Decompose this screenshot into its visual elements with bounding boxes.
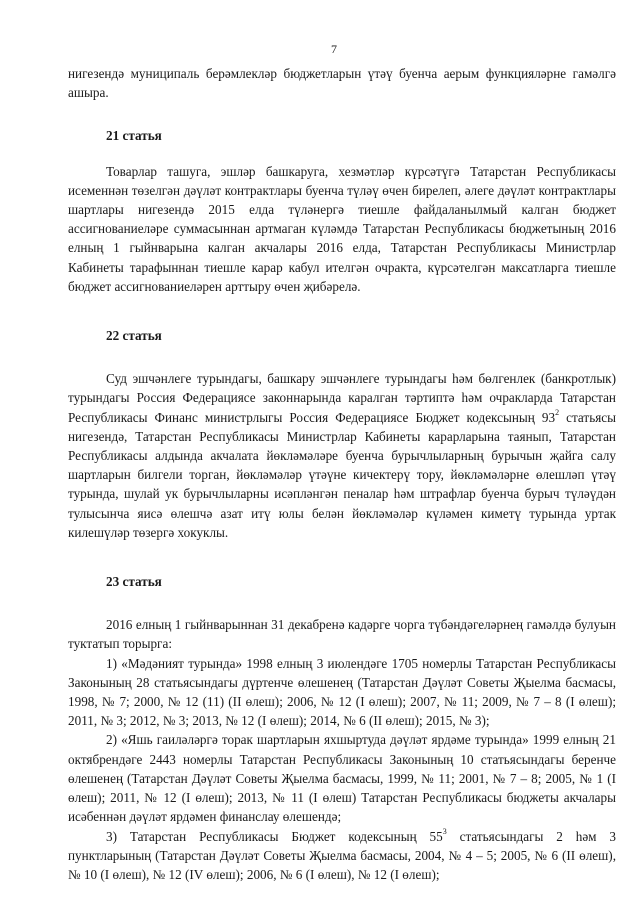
article-23-item-1: 1) «Мәдәният турында» 1998 елның 3 июлендәге 1705 номерлы Татарстан Республикасы Законының 28 статьясындагы дүртенче өлешенең (Татарстан Дәүләт Советы Җыелма басмасы, 1998, № 7; 2000, № 12 (11) (II өлеш); 2006, № 12 (I өлеш); 2007, № 11; 2009, № 7 – 8 (I өлеш); 2011, № 3; 2012, № 3; 2013, № 12 (I өлеш); 2014, № 6 (II өлеш); 2015, № 3); <box>68 655 616 729</box>
superscript: 3 <box>442 827 447 837</box>
article-23-item-3-part2: статьясындагы 2 һәм 3 пунктларының (Татарстан Дәүләт Советы Җыелма басмасы, 2004, № 4 – 5; 2005, № 6 (II өлеш), № 10 (I өлеш), № 12 (IV өлеш); 2006, № 6 (I өлеш), № 12 (I өлеш); <box>68 828 617 882</box>
article-23-intro: 2016 елның 1 гыйнварыннан 31 декабренә кадәрге чорга түбәндәгеләрнең гамәлдә булуын туктатып торырга: <box>68 617 616 652</box>
article-23-item-3-part1: 3) Татарстан Республикасы Бюджет кодексының 55 <box>106 828 443 844</box>
article-23-item-2: 2) «Яшь гаиләләргә торак шартларын яхшыртуда дәүләт ярдәме турында» 1999 елның 21 октябрендәге 2443 номерлы Татарстан Республикасы Законының 10 статьясындагы беренче өлешенең (Татарстан Дәүләт Советы Җыелма басмасы, 1999, № 11; 2001, № 7 – 8; 2005, № 1 (I өлеш); 2011, № 12 (I өлеш); 2013, № 11 (I өлеш) Татарстан Республикасы бюджеты акчалары исәбеннән дәүләт ярдәмен финанслау өлешендә; <box>68 732 616 825</box>
intro-paragraph: нигезендә муниципаль берәмлекләр бюджетларын үтәү буенча аерым функцияләрне гамәлгә ашыра. <box>68 66 616 101</box>
article-22-text-part1: Суд эшчәнлеге турындагы, башкару эшчәнлеге турындагы һәм бөлгенлек (банкротлык) турындагы Россия Федерациясе законнарында каралган тәртиптә һәм очракларда Татарстан Республикасы Финанс министрлыгы Россия Федерациясе Бюджет кодексының 93 <box>68 371 616 425</box>
article-22-text-part2: статьясы нигезендә, Татарстан Республикасы Министрлар Кабинеты карарларына таянып, Татарстан Республикасы алдында акчалата йөкләмәләре буенча бурычлыларның бурычын җайга салу шартларын билгели торган, йөкләмәләр үтәүне кичектерү тору, йөкләмәләрне өлешләп үтәү турында, шулай ук бурычлыларны исәпләнгән пеналар һәм штрафлар буенча бурыч түләүдән тулысынча яисә өлешчә азат итү юлы белән йөкләмәләр күләмен киметү турында уртак килешүләр төзергә хокуклы. <box>68 409 616 540</box>
page-number: 7 <box>331 42 337 56</box>
article-21-title: 21 статья <box>106 128 162 144</box>
article-23-title: 23 статья <box>106 574 162 590</box>
article-21-paragraph: Товарлар ташуга, эшләр башкаруга, хезмәтләр күрсәтүгә Татарстан Республикасы исеменнән төзелгән дәүләт контрактлары буенча түләү өчен бирелеп, әлеге дәүләт контрактлары шартлары нигезендә 2015 елда түләнергә тиешле файдаланылмый калган бюджет ассигнованиеләре суммасыннан артмаган күләмдә Татарстан Республикасы бюджетының 2016 елның 1 гыйнварына калган акчалары 2016 елда, Татарстан Республикасы Министрлар Кабинеты тарафыннан тиешле карар кабул ителгән очракта, күрсәтелгән максатларга тиешле бюджет ассигнованиеләрен арттыру өчен җибәрелә. <box>68 163 616 294</box>
article-22-paragraph <box>68 369 616 542</box>
superscript: 2 <box>555 408 560 418</box>
document-body <box>68 64 616 884</box>
article-22-title: 22 статья <box>106 328 162 344</box>
article-23-item-3 <box>68 827 616 885</box>
